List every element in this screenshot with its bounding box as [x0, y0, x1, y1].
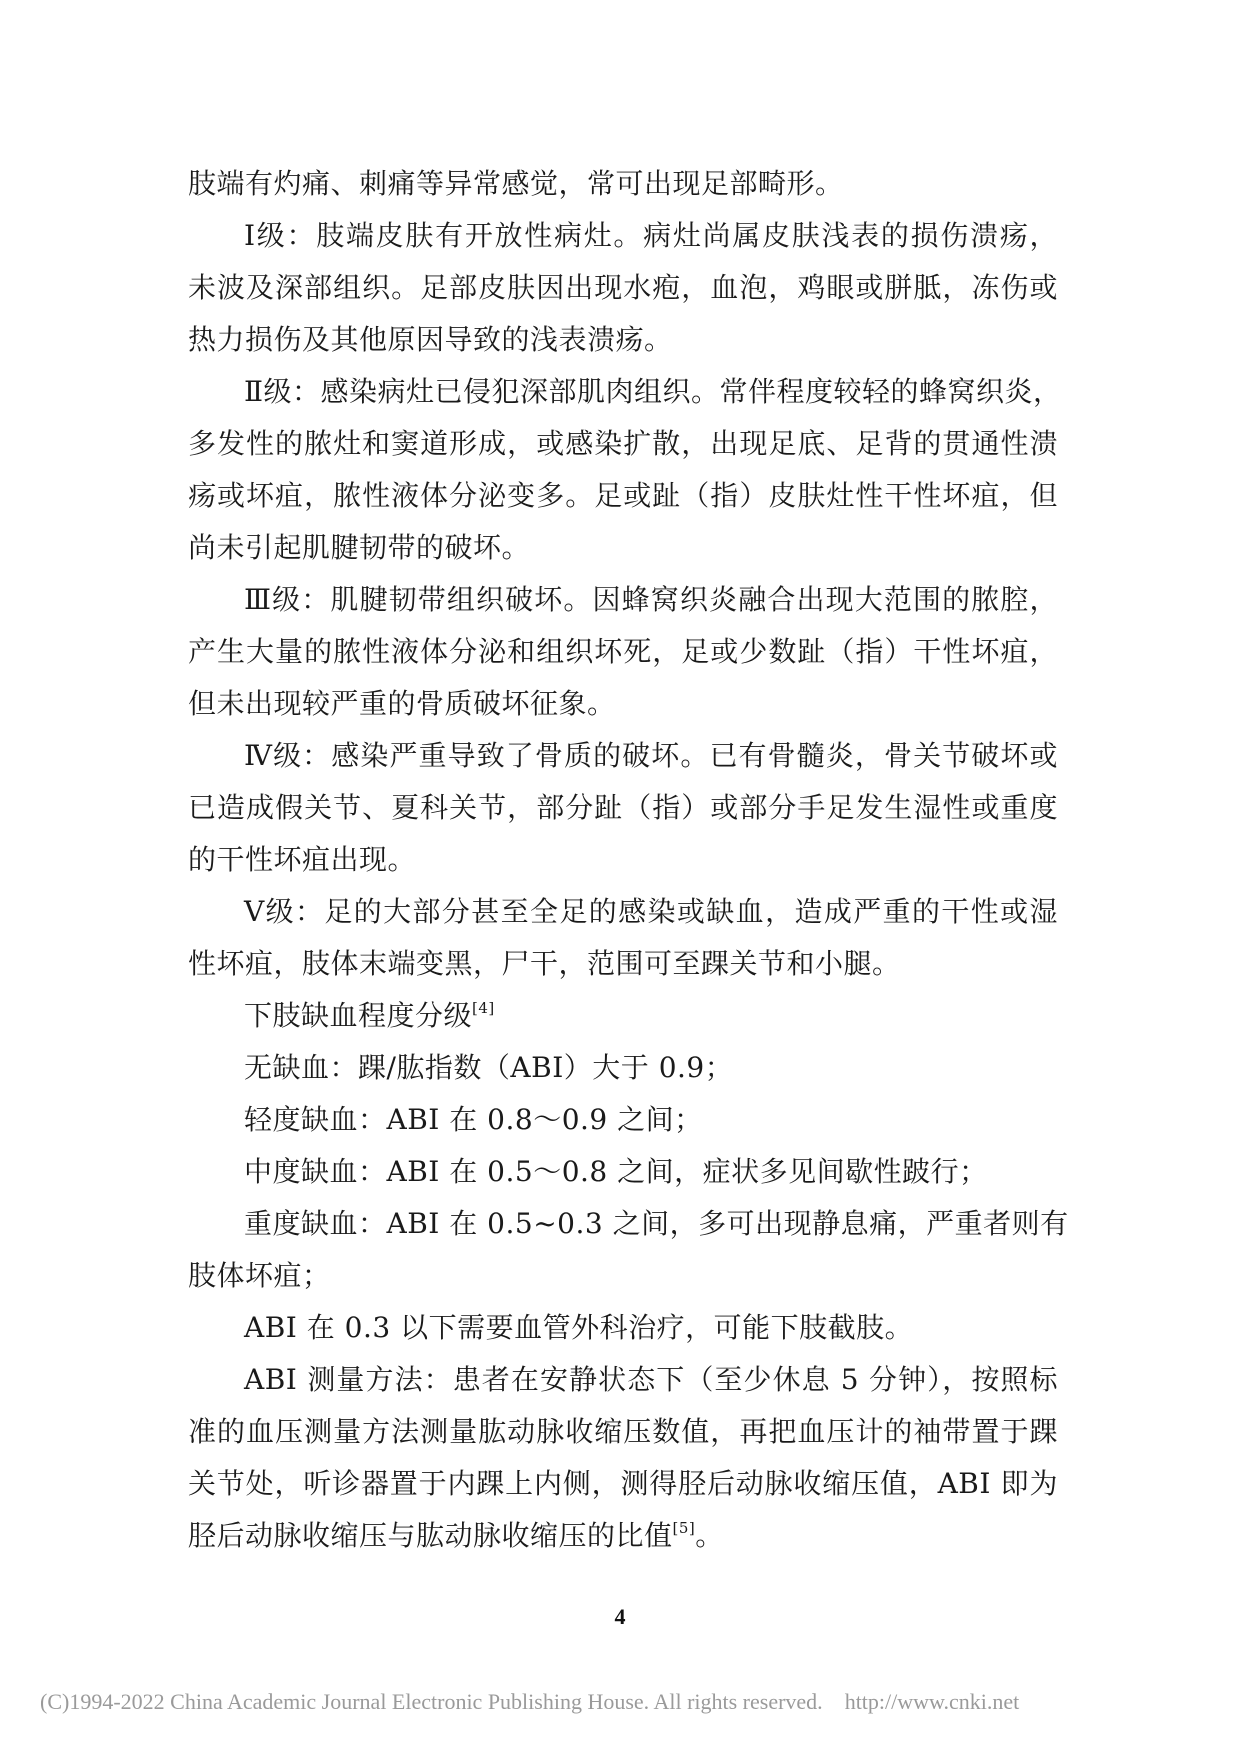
text-line	[188, 1094, 1058, 1146]
text-line	[188, 990, 1058, 1042]
line-tail: 。	[695, 1519, 724, 1552]
text-line	[188, 678, 1058, 730]
citation-superscript: [5]	[672, 1519, 696, 1537]
line-text: 疡或坏疽，脓性液体分泌变多。足或趾（指）皮肤灶性干性坏疽，但	[188, 479, 1058, 512]
text-line	[188, 1510, 1058, 1562]
line-text: 未波及深部组织。足部皮肤因出现水疱，血泡，鸡眼或胼胝，冻伤或	[188, 271, 1058, 304]
line-text: 肢端有灼痛、刺痛等异常感觉，常可出现足部畸形。	[188, 167, 844, 200]
line-text: 无缺血：踝/肱指数（ABI）大于 0.9；	[244, 1051, 734, 1084]
text-line	[188, 522, 1058, 574]
text-line	[188, 782, 1058, 834]
text-line	[188, 1458, 1058, 1510]
footer-url[interactable]: http://www.cnki.net	[844, 1689, 1020, 1714]
line-text: Ⅳ级：感染严重导致了骨质的破坏。已有骨髓炎，骨关节破坏或	[244, 739, 1058, 772]
copyright-text: (C)1994-2022 China Academic Journal Electronic Publishing House. All rights reserved.	[40, 1689, 823, 1714]
text-line	[188, 1302, 1058, 1354]
line-text: 肢体坏疽；	[188, 1259, 331, 1292]
text-line	[188, 262, 1058, 314]
line-text: 但未出现较严重的骨质破坏征象。	[188, 687, 616, 720]
text-line	[188, 366, 1062, 418]
page-number: 4	[614, 1604, 626, 1629]
text-line	[188, 1198, 1069, 1250]
line-text: 尚未引起肌腱韧带的破坏。	[188, 531, 531, 564]
line-text: Ⅲ级：肌腱韧带组织破坏。因蜂窝织炎融合出现大范围的脓腔，	[244, 583, 1058, 616]
line-text: 轻度缺血：ABI 在 0.8～0.9 之间；	[244, 1103, 703, 1136]
text-line	[188, 626, 1058, 678]
line-text: Ⅴ级：足的大部分甚至全足的感染或缺血，造成严重的干性或湿	[244, 895, 1058, 928]
body-text	[188, 158, 1069, 1562]
line-text: 热力损伤及其他原因导致的浅表溃疡。	[188, 323, 673, 356]
line-text: 的干性坏疽出现。	[188, 843, 417, 876]
text-line	[188, 1406, 1058, 1458]
line-text: 下肢缺血程度分级	[244, 999, 473, 1032]
line-text: 准的血压测量方法测量肱动脉收缩压数值，再把血压计的袖带置于踝	[188, 1415, 1058, 1448]
text-line	[188, 1042, 1058, 1094]
line-text: 重度缺血：ABI 在 0.5~0.3 之间，多可出现静息痛，严重者则有	[244, 1207, 1069, 1240]
text-line	[188, 730, 1058, 782]
text-line	[188, 1250, 1058, 1302]
text-line	[188, 418, 1058, 470]
line-text: 多发性的脓灶和窦道形成，或感染扩散，出现足底、足背的贯通性溃	[188, 427, 1058, 460]
text-line	[188, 210, 1058, 262]
text-line	[188, 886, 1058, 938]
line-text: ABI 测量方法：患者在安静状态下（至少休息 5 分钟），按照标	[244, 1363, 1058, 1396]
text-line	[188, 1146, 1058, 1198]
text-line	[188, 470, 1058, 522]
line-text: ABI 在 0.3 以下需要血管外科治疗，可能下肢截肢。	[244, 1311, 914, 1344]
line-text: 关节处，听诊器置于内踝上内侧，测得胫后动脉收缩压值，ABI 即为	[188, 1467, 1058, 1500]
text-line	[188, 158, 1058, 210]
line-text: 中度缺血：ABI 在 0.5～0.8 之间，症状多见间歇性跛行；	[244, 1155, 988, 1188]
text-line	[188, 314, 1058, 366]
text-line	[188, 1354, 1058, 1406]
text-line	[188, 938, 1058, 990]
line-text: 性坏疽，肢体末端变黑，尸干，范围可至踝关节和小腿。	[188, 947, 901, 980]
text-line	[188, 574, 1058, 626]
copyright-footer	[40, 1689, 1200, 1715]
line-text: 产生大量的脓性液体分泌和组织坏死，足或少数趾（指）干性坏疽，	[188, 635, 1058, 668]
line-text: 胫后动脉收缩压与肱动脉收缩压的比值	[188, 1519, 673, 1552]
line-text: Ⅱ级：感染病灶已侵犯深部肌肉组织。常伴程度较轻的蜂窝织炎，	[244, 375, 1062, 408]
citation-superscript: [4]	[472, 999, 495, 1017]
text-line	[188, 834, 1058, 886]
line-text: Ⅰ级：肢端皮肤有开放性病灶。病灶尚属皮肤浅表的损伤溃疡，	[244, 219, 1058, 252]
line-text: 已造成假关节、夏科关节，部分趾（指）或部分手足发生湿性或重度	[188, 791, 1058, 824]
